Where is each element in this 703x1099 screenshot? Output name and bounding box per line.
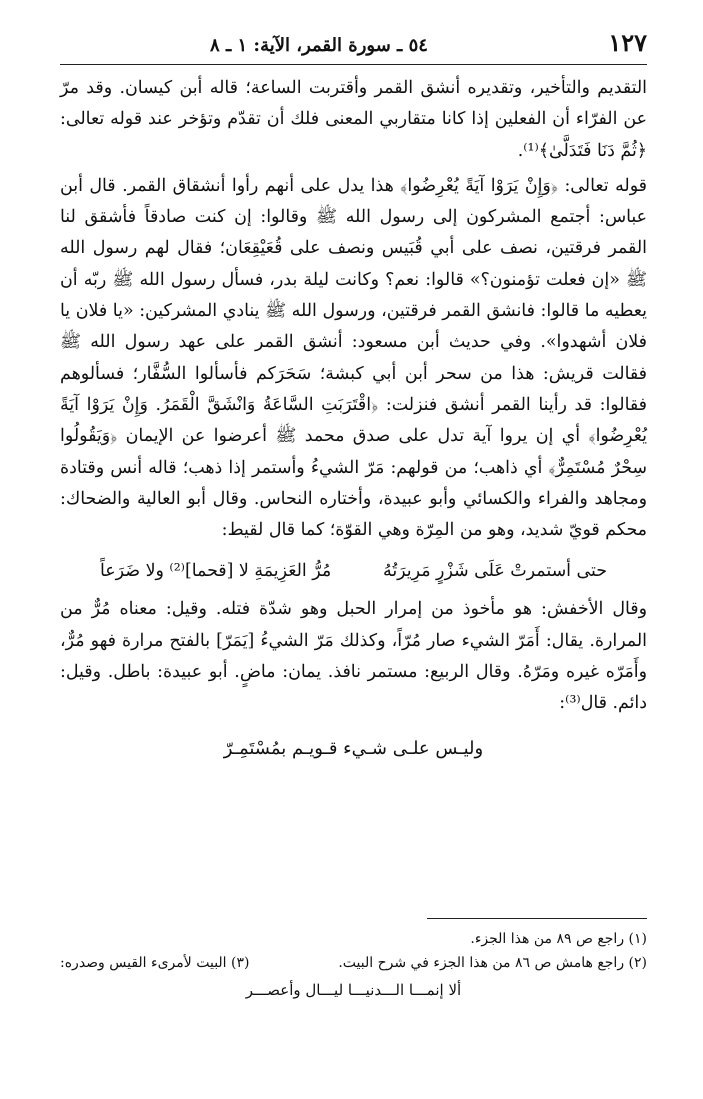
poetry-verse-2: وليـس علـى شـيء قـويـم بمُسْتَمِـرّ (223, 737, 484, 759)
footnote-3: (٣) البيت لأمرىء القيس وصدره: (60, 955, 250, 971)
footnote-row (60, 951, 647, 975)
poetry-verse (60, 546, 647, 594)
verse-second-hemistich: مُرُّ العَزِيمَةِ لا [قحما]⁽²⁾ ولا ضَرَعاً (100, 561, 332, 582)
paragraph-3: وقال الأخفش: هو مأخوذ من إمرار الحبل وهو شدّة فتله. وقيل: معناه مُرٌّ من المرارة. يقال: أَمَرّ الشيء صار مُرّاً، وكذلك مَرّ الشيءُ [يَمَرّ] بالفتح مرارة فهو مُرٌّ، وأَمَرّه غيره ومَرّهُ. وقال الربيع: مستمر نافذ. يمان: ماضٍ. أبو عبيدة: باطل. وقيل: دائم. قال⁽³⁾: (60, 599, 647, 714)
running-head: ٥٤ ـ سورة القمر، الآية: ١ ـ ٨ (210, 35, 428, 56)
page-number: ١٢٧ (608, 28, 647, 57)
page-header (60, 28, 647, 65)
footnote-verse: ألا إنمـــا الـــدنيـــا ليـــال وأعصـــر (245, 981, 462, 999)
footnote-divider (427, 918, 647, 919)
verse-first-hemistich: حتى أستمرتْ عَلَى شَزْرٍ مَرِيرَتُهُ (383, 561, 607, 582)
footnotes (60, 918, 647, 1005)
footnote-1: (١) راجع ص ٨٩ من هذا الجزء. (470, 931, 647, 947)
paragraph-2: قوله تعالى: ﴿وَإِنْ يَرَوْا آيَةً يُعْرِضُوا﴾ هذا يدل على أنهم رأوا أنشقاق القمر. قال أبن عباس: أجتمع المشركون إلى رسول الله ﷺ وقالوا: إن كنت صادقاً فأشقق لنا القمر فرقتين، نصف على أبي قُبَيس ونصف على قُعَيْقِعَان؛ فقال لهم رسول الله ﷺ «إن فعلت تؤمنون؟» قالوا: نعم؟ وكانت ليلة بدر، فسأل رسول الله ﷺ ربّه أن يعطيه ما قالوا: فانشق القمر فرقتين، ورسول الله ﷺ ينادي المشركين: «يا فلان يا فلان أشهدوا». وفي حديث أبن مسعود: أنشق القمر على عهد رسول الله ﷺ فقالت قريش: هذا من سحر أبن أبي كبشة؛ سَحَرَكم فأسألوا السُّفَّار؛ فسألوهم فقالوا: قد رأينا القمر أنشق فنزلت: ﴿اقْتَرَبَتِ السَّاعَةُ وَانْشَقَّ الْقَمَرُ. وَإِنْ يَرَوْا آيَةً يُعْرِضُوا﴾ أي إن يروا آية تدل على صدق محمد ﷺ أعرضوا عن الإيمان ﴿وَيَقُولُوا سِحْرٌ مُسْتَمِرٌّ﴾ أي ذاهب؛ من قولهم: مَرّ الشيءُ وأستمر إذا ذهب؛ قاله أنس وقتادة ومجاهد والفراء والكسائي وأبو عبيدة، وأختاره النحاس. وقال أبو العالية والضحاك: محكم قويّ شديد، وهو من المِرّة وهي القوّة؛ كما قال لقيط: (60, 175, 647, 541)
paragraph-1: التقديم والتأخير، وتقديره أنشق القمر وأقتربت الساعة؛ قاله أبن كيسان. وقد مرّ عن الفرّاء أن الفعلين إذا كانا متقاربي المعنى فلك أن تقدّم وتؤخر عند قوله تعالى: ﴿ثُمَّ دَنَا فَتَدَلَّىٰ﴾⁽¹⁾. (60, 78, 647, 161)
footnote-2: (٢) راجع هامش ص ٨٦ من هذا الجزء في شرح البيت. (338, 955, 647, 971)
